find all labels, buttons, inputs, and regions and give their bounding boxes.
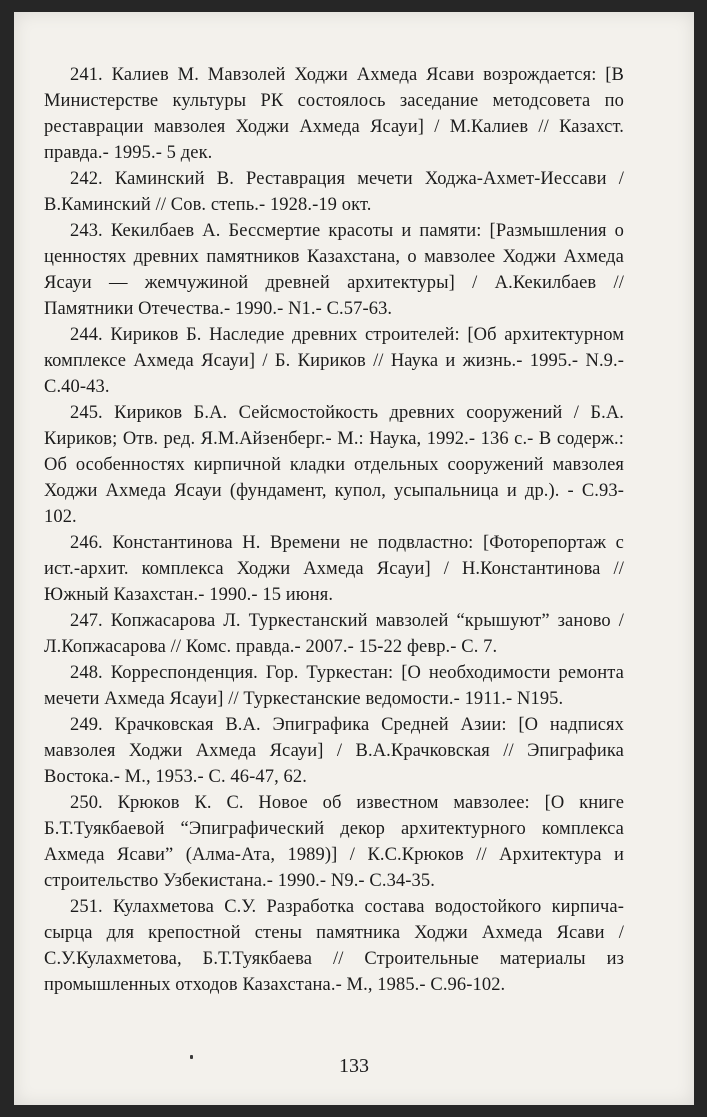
bibliography-entry-251: 251. Кулахметова С.У. Разработка состава водостойкого кирпича-сырца для крепостной стены памятника Ходжи Ахмеда Ясави / С.У.Кулахметова, Б.Т.Туякбаева // Строительные материалы из промышленных отходов Казахстана.- М., 1985.- С.96-102. [44,897,624,995]
bibliography-entry-246: 246. Константинова Н. Времени не подвластно: [Фоторепортаж с ист.-архит. комплекса Ходжи Ахмеда Ясауи] / Н.Константинова // Южный Казахстан.- 1990.- 15 июня. [44,533,624,605]
bibliography-entry-243: 243. Кекилбаев А. Бессмертие красоты и памяти: [Размышления о ценностях древних памятников Казахстана, о мавзолее Ходжи Ахмеда Ясауи — жемчужиной древней архитектуры] / А.Кекилбаев // Памятники Отечества.- 1990.- N1.- С.57-63. [44,221,624,319]
bibliography-entry-242: 242. Каминский В. Реставрация мечети Ходжа-Ахмет-Иессави / В.Каминский // Сов. степь.- 1928.-19 окт. [44,169,624,215]
print-speck [190,1055,193,1059]
bibliography-entry-248: 248. Корреспонденция. Гор. Туркестан: [О необходимости ремонта мечети Ахмеда Ясауи] // Туркестанские ведомости.- 1911.- N195. [44,663,624,709]
bibliography-entry-245: 245. Кириков Б.А. Сейсмостойкость древних сооружений / Б.А. Кириков; Отв. ред. Я.М.Айзенберг.- М.: Наука, 1992.- 136 с.- В содерж.: Об особенностях кирпичной кладки отдельных сооружений мавзолея Ходжи Ахмеда Ясауи (фундамент, купол, усыпальница и др.). - С.93-102. [44,403,624,527]
bibliography-entry-247: 247. Копжасарова Л. Туркестанский мавзолей “крышуют” заново / Л.Копжасарова // Комс. правда.- 2007.- 15-22 февр.- С. 7. [44,611,624,657]
bibliography-list [44,62,624,998]
page-number: 133 [339,1055,369,1077]
bibliography-entry-244: 244. Кириков Б. Наследие древних строителей: [Об архитектурном комплексе Ахмеда Ясауи] / Б. Кириков // Наука и жизнь.- 1995.- N.9.- С.40-43. [44,325,624,397]
bibliography-entry-250: 250. Крюков К. С. Новое об известном мавзолее: [О книге Б.Т.Туякбаевой “Эпиграфический декор архитектурного комплекса Ахмеда Ясави” (Алма-Ата, 1989)] / К.С.Крюков // Архитектура и строительство Узбекистана.- 1990.- N9.- С.34-35. [44,793,624,891]
book-page [14,12,694,1105]
bibliography-entry-241: 241. Калиев М. Мавзолей Ходжи Ахмеда Ясави возрождается: [В Министерстве культуры РК состоялось заседание методсовета по реставрации мавзолея Ходжи Ахмеда Ясауи] / М.Калиев // Казахст. правда.- 1995.- 5 дек. [44,65,624,163]
bibliography-entry-249: 249. Крачковская В.А. Эпиграфика Средней Азии: [О надписях мавзолея Ходжи Ахмеда Ясауи] / В.А.Крачковская // Эпиграфика Востока.- М., 1953.- С. 46-47, 62. [44,715,624,787]
